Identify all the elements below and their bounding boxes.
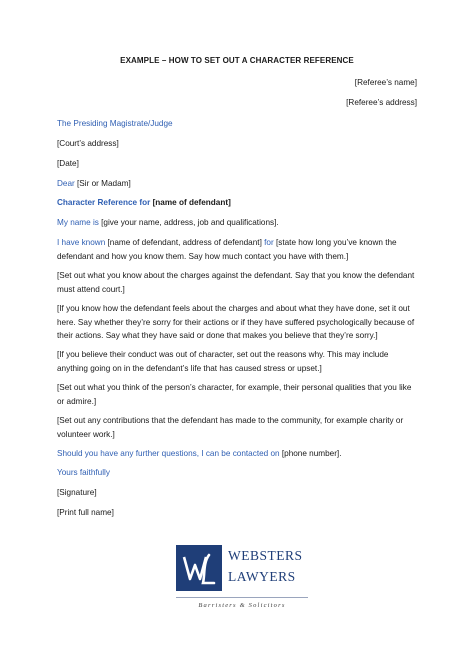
known-value: [name of defendant, address of defendant]	[107, 238, 262, 247]
salutation-prefix: Dear	[57, 179, 75, 188]
contact-value: [phone number].	[281, 449, 342, 458]
subject-prefix: Character Reference for	[57, 198, 151, 207]
intro-value: [give your name, address, job and qualifications].	[101, 218, 279, 227]
intro-paragraph	[57, 216, 419, 230]
contact-paragraph	[57, 447, 419, 461]
signature-line: [Signature]	[57, 488, 97, 497]
referee-name: [Referee’s name]	[354, 78, 417, 87]
court-address: [Court’s address]	[57, 139, 119, 148]
known-prefix: I have known	[57, 238, 106, 247]
date-line: [Date]	[57, 159, 79, 168]
known-for: for	[264, 238, 274, 247]
print-name-line: [Print full name]	[57, 508, 114, 517]
subject-line	[57, 196, 419, 210]
websters-lawyers-logo	[176, 545, 308, 611]
intro-prefix: My name is	[57, 218, 99, 227]
paragraph-contributions: [Set out any contributions that the defendant has made to the community, for example charity or volunteer work.]	[57, 416, 404, 439]
paragraph-feelings: [If you know how the defendant feels about the charges and about what they have done, set it out here. Say whether they’re sorry for their actions or if they have suffered psychologically because of their actions. Say what they have said or done that makes you believe that they’re sorry.]	[57, 304, 415, 341]
logo-divider	[176, 597, 308, 598]
document-title: EXAMPLE – HOW TO SET OUT A CHARACTER REFERENCE	[120, 56, 354, 65]
salutation	[57, 177, 419, 191]
logo-tagline: Barristers & Solicitors	[198, 602, 286, 609]
known-paragraph	[57, 236, 419, 263]
known-rest: [state how long you’ve known the defendant and how you know them. Say how much contact you have with them.]	[57, 238, 397, 261]
paragraph-charges: [Set out what you know about the charges against the defendant. Say that you know the defendant must attend court.]	[57, 271, 415, 294]
referee-address: [Referee’s address]	[346, 98, 417, 107]
logo-line1: WEBSTERS	[228, 548, 303, 563]
subject-value: [name of defendant]	[152, 198, 231, 207]
contact-prefix: Should you have any further questions, I can be contacted on	[57, 449, 280, 458]
recipient: The Presiding Magistrate/Judge	[57, 119, 173, 128]
paragraph-out-of-character: [If you believe their conduct was out of character, set out the reasons why. This may include anything going on in the defendant’s life that has caused stress or upset.]	[57, 350, 389, 373]
paragraph-qualities: [Set out what you think of the person’s character, for example, their personal qualities that you like or admire.]	[57, 383, 412, 406]
closing: Yours faithfully	[57, 468, 110, 477]
logo-line2: LAWYERS	[228, 569, 296, 584]
logo-monogram-icon	[176, 545, 222, 591]
salutation-value: [Sir or Madam]	[77, 179, 131, 188]
